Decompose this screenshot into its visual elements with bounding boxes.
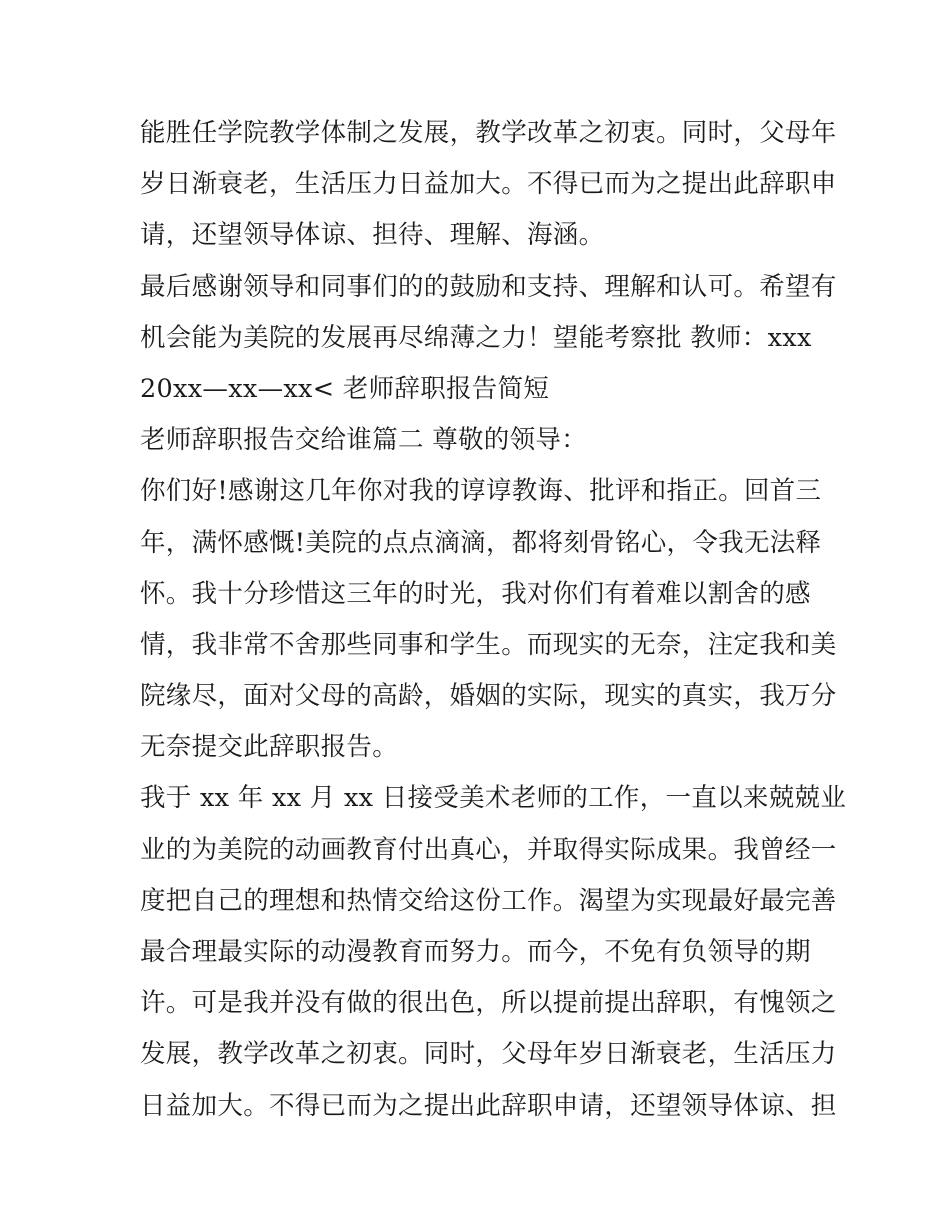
text-line: 岁日渐衰老，生活压力日益加大。不得已而为之提出此辞职申 xyxy=(140,169,837,200)
text-line: 能胜任学院教学体制之发展，教学改革之初衷。同时，父母年 xyxy=(140,118,837,148)
text-line: 机会能为美院的发展再尽绵薄之力！望能考察批 教师：xxx xyxy=(140,322,812,353)
section-heading-line: 老师辞职报告交给谁篇二 尊敬的领导： xyxy=(140,425,588,456)
text-line: 年，满怀感慨!美院的点点滴滴，都将刻骨铭心，令我无法释 xyxy=(140,527,822,558)
text-line: 发展，教学改革之初衷。同时，父母年岁日渐衰老，生活压力 xyxy=(140,1039,837,1070)
text-line: 许。可是我并没有做的很出色，所以提前提出辞职，有愧领之 xyxy=(140,988,837,1019)
text-line: 我于 xx 年 xx 月 xx 日接受美术老师的工作，一直以来兢兢业 xyxy=(140,783,847,814)
text-line: 怀。我十分珍惜这三年的时光，我对你们有着难以割舍的感 xyxy=(140,578,811,609)
document-body xyxy=(140,108,847,1132)
text-line: 20xx—xx—xx< 老师辞职报告简短 xyxy=(140,373,550,404)
text-line: 最合理最实际的动漫教育而努力。而今，不免有负领导的期 xyxy=(140,937,811,967)
text-line: 最后感谢领导和同事们的的鼓励和支持、理解和认可。希望有 xyxy=(140,271,837,302)
text-line: 无奈提交此辞职报告。 xyxy=(140,732,399,763)
text-line: 业的为美院的动画教育付出真心，并取得实际成果。我曾经一 xyxy=(140,834,837,865)
text-line: 情，我非常不舍那些同事和学生。而现实的无奈，注定我和美 xyxy=(140,629,837,660)
text-line: 你们好!感谢这几年你对我的谆谆教诲、批评和指正。回首三 xyxy=(140,476,822,507)
text-line: 日益加大。不得已而为之提出此辞职申请，还望领导体谅、担 xyxy=(140,1090,837,1121)
text-line: 度把自己的理想和热情交给这份工作。渴望为实现最好最完善 xyxy=(140,885,837,916)
text-line: 院缘尽，面对父母的高龄，婚姻的实际，现实的真实，我万分 xyxy=(140,681,837,712)
text-line: 请，还望领导体谅、担待、理解、海涵。 xyxy=(140,220,605,251)
